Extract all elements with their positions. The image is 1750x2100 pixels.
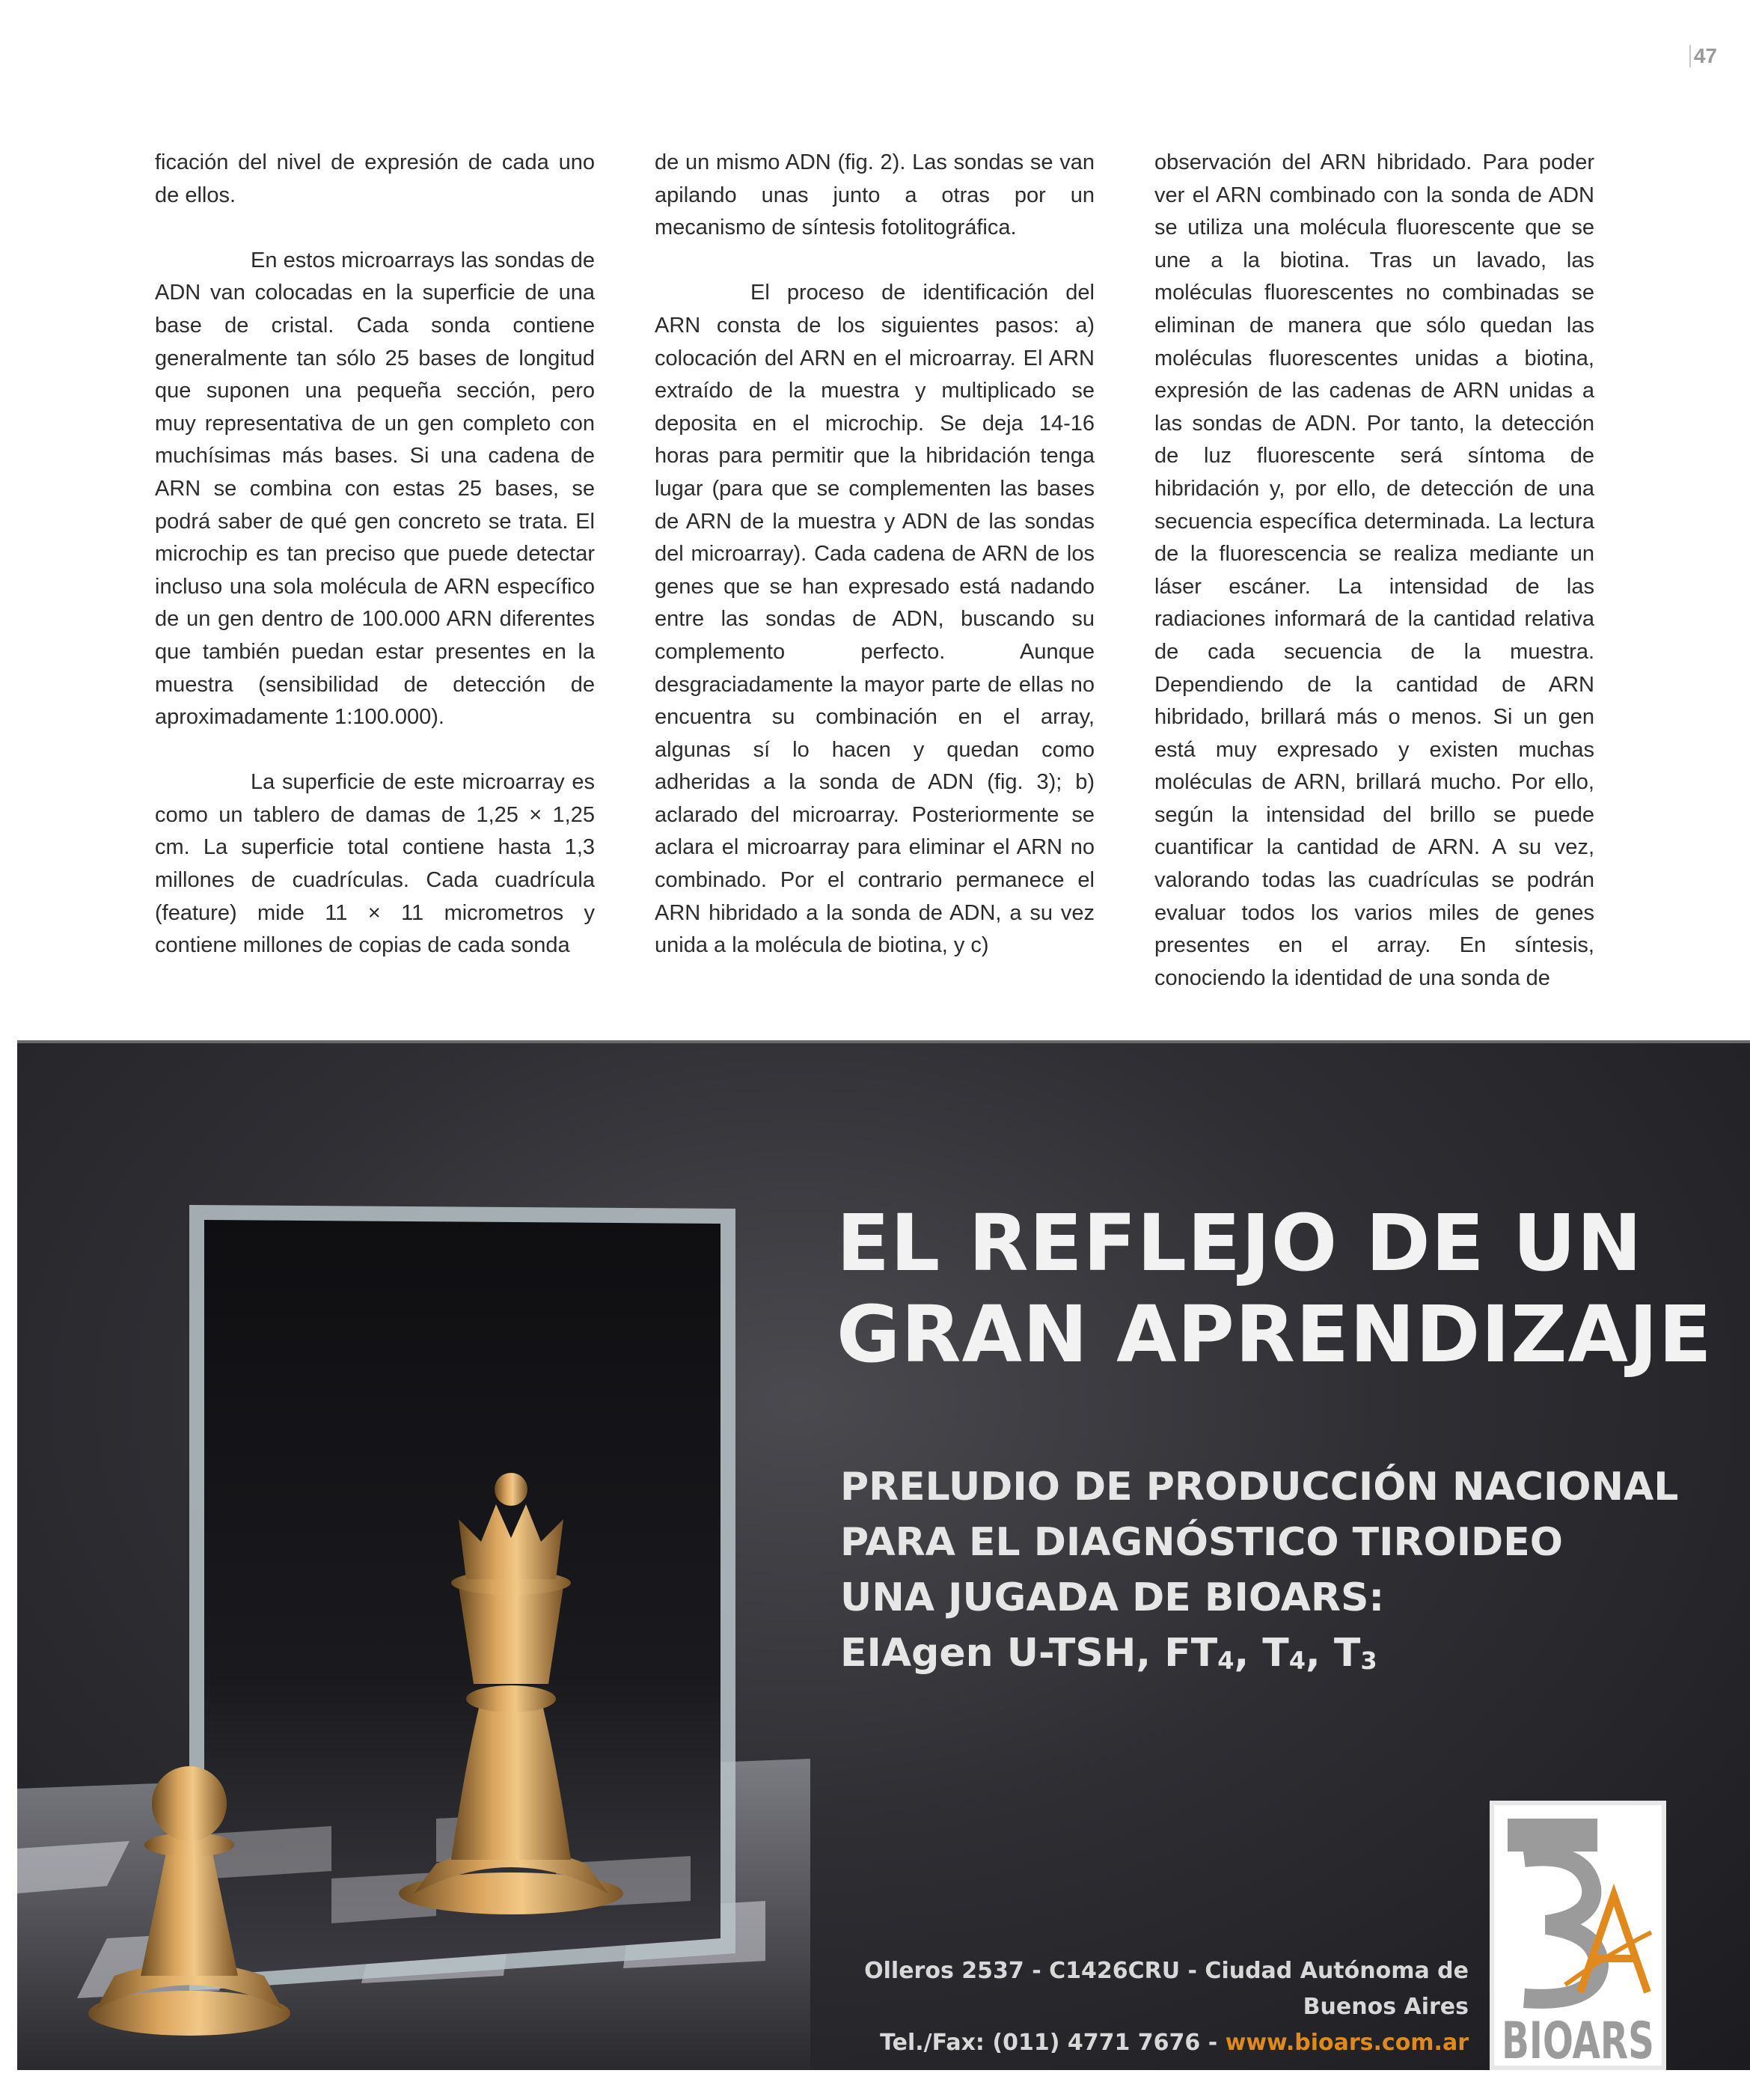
ad-subheadline-line: UNA JUGADA DE BIOARS: (840, 1575, 1385, 1620)
product-separator: , T (1234, 1631, 1289, 1676)
article-column-2 (655, 147, 1095, 970)
paragraph: ficación del nivel de expresión de cada uno de ellos. (155, 150, 595, 207)
subscript: 4 (1217, 1646, 1235, 1675)
article-column-1 (155, 147, 595, 970)
ad-subheadline-line: PARA EL DIAGNÓSTICO TIROIDEO (840, 1520, 1563, 1565)
product-prefix: EIAgen U-TSH, FT (840, 1631, 1218, 1676)
ad-contact (822, 1953, 1469, 2061)
article-column-3 (1154, 147, 1594, 990)
ad-address-line: Olleros 2537 - C1426CRU - Ciudad Autónoma de Buenos Aires (864, 1958, 1469, 2020)
phone-label: Tel./Fax: (011) 4771 7676 - (880, 2030, 1226, 2056)
ad-subheadline (840, 1459, 1701, 1688)
ad-subheadline-line: PRELUDIO DE PRODUCCIÓN NACIONAL (840, 1465, 1679, 1510)
bioars-logo-mark (1494, 1805, 1662, 2071)
bioars-logo (1494, 1805, 1662, 2071)
paragraph: de un mismo ADN (fig. 2). Las sondas se van apilando unas junto a otras por un mecanismo de síntesis fotolitográfica. (655, 150, 1095, 240)
page-number: 47 (1689, 45, 1717, 67)
product-separator: , T (1306, 1631, 1361, 1676)
ad-headline-line: GRAN APRENDIZAJE (836, 1289, 1713, 1380)
advertisement (17, 1040, 1750, 2070)
paragraph: observación del ARN hibridado. Para poder ver el ARN combinado con la sonda de ADN se utiliza una molécula fluorescente que se une a la biotina. Tras un lavado, las moléculas fluorescentes no combinadas se eliminan de manera que sólo quedan las moléculas fluorescentes unidas a biotina, expresión de las cadenas de ARN unidas a las sondas de ADN. Por tanto, la detección de luz fluorescente será síntoma de hibridación y, por ello, de detección de una secuencia específica determinada. La lectura de la fluorescencia se realiza mediante un láser escáner. La intensidad de las radiaciones informará de la cantidad relativa de cada secuencia de la muestra. Dependiendo de la cantidad de ARN hibridado, brillará más o menos. Si un gen está muy expresado y existen muchas moléculas de ARN, brillará mucho. Por ello, según la intensidad del brillo se puede cuantificar la cantidad de ARN. A su vez, valorando todas las cuadrículas se podrán evaluar todos los varios miles de genes presentes en el array. En síntesis, conociendo la identidad de una sonda de (1154, 150, 1594, 990)
ad-headline-line: EL REFLEJO DE UN (836, 1197, 1643, 1289)
chess-mirror-illustration (17, 1040, 810, 2070)
logo-wordmark: BIOARS (1502, 2012, 1654, 2071)
paragraph: La superficie de este microarray es como un tablero de damas de 1,25 × 1,25 cm. La superficie total contiene hasta 1,3 millones de cuadrículas. Cada cuadrícula (feature) mide 11 × 11 micrometros y contiene millones de copias de cada sonda (155, 770, 595, 958)
ad-headline (836, 1197, 1713, 1380)
paragraph: El proceso de identificación del ARN consta de los siguientes pasos: a) colocación del ARN en el microarray. El ARN extraído de la muestra y multiplicado se deposita en el microchip. Se deja 14-16 horas para permitir que la hibridación tenga lugar (para que se complementen las bases de ARN de la muestra y ADN de las sondas del microarray). Cada cadena de ARN de los genes que se han expresado está nadando entre las sondas de ADN, buscando su complemento perfecto. Aunque desgraciadamente la mayor parte de ellas no encuentra su combinación en el array, algunas sí lo hacen y quedan como adheridas a la sonda de ADN (fig. 3); b) aclarado del microarray. Posteriormente se aclara el microarray para eliminar el ARN no combinado. Por el contrario permanece el ARN hibridado a la sonda de ADN, a su vez unida a la molécula de biotina, y c) (655, 281, 1095, 958)
paragraph: En estos microarrays las sondas de ADN van colocadas en la superficie de una base de cristal. Cada sonda contiene generalmente tan sólo 25 bases de longitud que suponen una pequeña sección, pero muy representativa de un gen completo con muchísimas más bases. Si una cadena de ARN se combina con estas 25 bases, se podrá saber de qué gen concreto se trata. El microchip es tan preciso que puede detectar incluso una sola molécula de ARN específico de un gen dentro de 100.000 ARN diferentes que también puedan estar presentes en la muestra (sensibilidad de detección de aproximadamente 1:100.000). (155, 248, 595, 730)
ad-phone-line (822, 2025, 1469, 2061)
ad-product-line (840, 1626, 1701, 1688)
subscript: 4 (1288, 1646, 1306, 1675)
article-columns (155, 147, 1594, 990)
website-link[interactable]: www.bioars.com.ar (1225, 2030, 1469, 2056)
subscript: 3 (1360, 1646, 1377, 1675)
